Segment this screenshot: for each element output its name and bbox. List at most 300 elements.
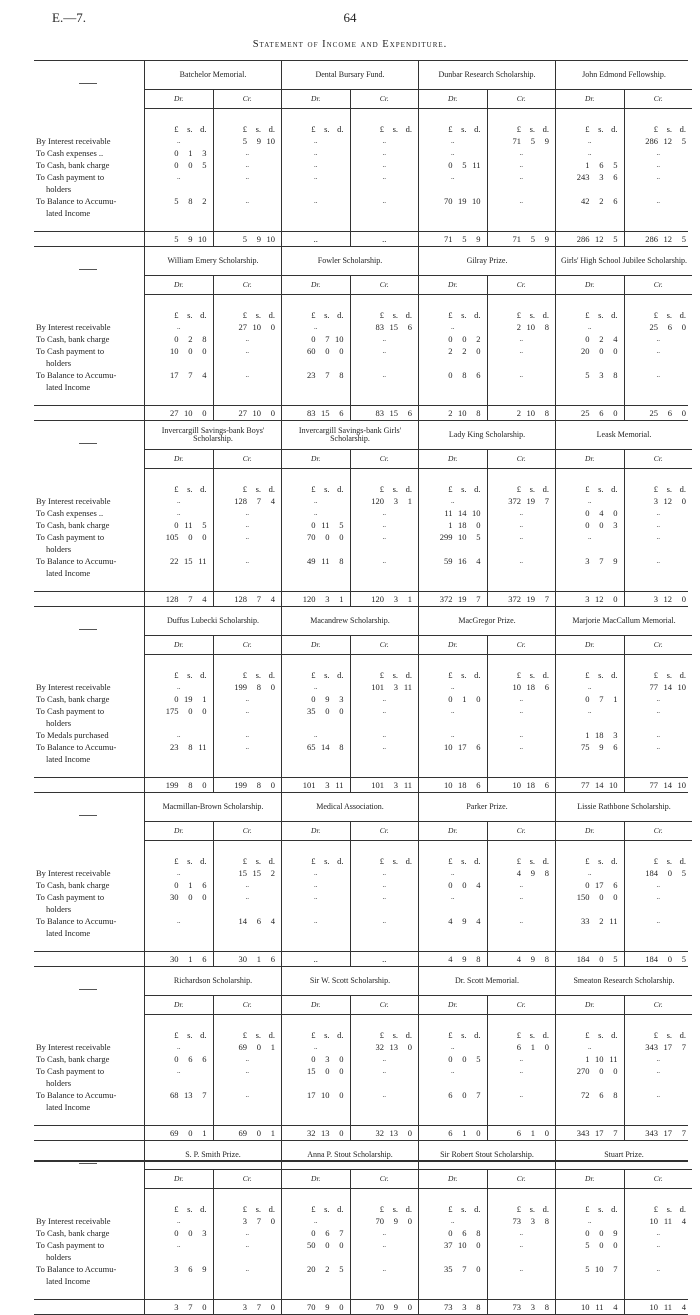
fund-body [419, 469, 556, 591]
amount-part: 343 [576, 1128, 590, 1138]
money-header [351, 483, 419, 495]
amount-cell [282, 1227, 350, 1239]
label-header [34, 247, 145, 295]
amount-part: 1 [188, 880, 193, 890]
money-unit: £ [174, 1030, 179, 1040]
fund-name: Parker Prize. [466, 802, 508, 811]
amount-cell: .. [519, 557, 523, 565]
fund-column-header [145, 247, 282, 295]
cr-total [625, 592, 693, 606]
fund-name: Anna P. Stout Scholarship. [307, 1150, 393, 1159]
money-unit: £ [516, 484, 521, 494]
amount-part: 5 [585, 1264, 590, 1274]
money-header [488, 855, 556, 867]
amount-part: 1 [585, 730, 590, 740]
amount-cell [625, 495, 693, 507]
amount-cell: .. [451, 323, 455, 331]
amount-part: 10 [252, 408, 261, 418]
cr-label: Cr. [242, 826, 252, 835]
amount-cell: .. [451, 173, 455, 181]
spacer [625, 1113, 693, 1125]
label-header [34, 61, 145, 109]
money-unit: s. [255, 1030, 261, 1040]
amount-part: 7 [613, 1264, 618, 1274]
row-label: To Cash payment to [36, 172, 105, 182]
amount-cell: .. [656, 743, 660, 751]
spacer [556, 939, 624, 951]
page-title: Statement of Income and Expenditure. [252, 39, 448, 50]
dr-label: Dr. [556, 822, 625, 840]
amount-part: 101 [371, 780, 384, 790]
amount-part: 0 [585, 334, 590, 344]
amount-cell: .. [588, 683, 592, 691]
money-header [419, 855, 487, 867]
amount-cell [419, 1101, 487, 1113]
amount-part: 5 [476, 1054, 481, 1064]
amount-cell: .. [656, 1241, 660, 1249]
row-label: To Cash, bank charge [36, 334, 110, 344]
amount-cell: .. [245, 149, 249, 157]
totals-label [34, 592, 145, 606]
cr-label: Cr. [379, 1174, 389, 1183]
amount-cell [214, 681, 282, 693]
money-unit: £ [311, 670, 316, 680]
fund-body [282, 295, 419, 405]
amount-part: 10 [649, 1302, 658, 1312]
money-unit: s. [666, 310, 672, 320]
amount-part: 0 [667, 954, 672, 964]
money-header [145, 1029, 213, 1041]
money-unit: d. [474, 856, 481, 866]
cr-column [625, 1015, 693, 1125]
money-unit: d. [337, 856, 344, 866]
amount-cell [145, 345, 213, 357]
amount-part: 0 [599, 1066, 604, 1076]
money-unit: £ [653, 124, 658, 134]
amount-part: 77 [649, 682, 658, 692]
fund-column-header [556, 607, 692, 655]
money-unit: £ [379, 856, 384, 866]
amount-cell [556, 1263, 624, 1275]
amount-part: 4 [476, 880, 481, 890]
money-unit: d. [337, 670, 344, 680]
amount-cell [556, 195, 624, 207]
spacer [625, 393, 693, 405]
amount-part: 7 [256, 496, 261, 506]
money-unit: d. [405, 1204, 412, 1214]
amount-cell: .. [382, 731, 386, 739]
amount-cell: .. [177, 1241, 181, 1249]
fund-body [282, 841, 419, 951]
amount-part: 2 [462, 346, 467, 356]
fund-column-header [145, 793, 282, 841]
cr-column [488, 1015, 556, 1125]
amount-cell [625, 1041, 693, 1053]
cr-label: Cr. [379, 1000, 389, 1009]
amount-part: 8 [462, 370, 467, 380]
amount-cell [145, 1275, 213, 1287]
dr-label: Dr. [419, 1170, 488, 1188]
dr-total [556, 592, 625, 606]
amount-part: 11 [321, 520, 330, 530]
amount-cell [351, 1215, 419, 1227]
dr-total [145, 1126, 214, 1140]
amount-part: 150 [576, 892, 590, 902]
amount-part: 7 [188, 594, 193, 604]
row-label: lated Income [46, 754, 91, 764]
amount-part: 0 [599, 346, 604, 356]
money-header [145, 123, 213, 135]
fund-column-header [145, 607, 282, 655]
amount-cell [488, 1215, 556, 1227]
amount-cell [351, 1275, 419, 1287]
amount-part: 175 [165, 706, 179, 716]
row-label: To Cash, bank charge [36, 880, 110, 890]
amount-part: 3 [202, 1228, 207, 1238]
totals-label [34, 952, 145, 966]
money-unit: s. [598, 124, 604, 134]
amount-cell [556, 369, 624, 381]
money-unit: £ [379, 670, 384, 680]
amount-part: 0 [311, 520, 316, 530]
amount-cell [488, 1077, 556, 1089]
money-unit: £ [242, 856, 247, 866]
fund-header-row [34, 247, 688, 295]
spacer [488, 939, 556, 951]
fund-name: Lady King Scholarship. [448, 430, 526, 439]
amount-part: 6 [476, 780, 481, 790]
money-header [282, 483, 350, 495]
amount-cell: .. [177, 917, 181, 925]
dr-column [556, 1015, 625, 1125]
amount-cell [282, 705, 350, 717]
spacer [625, 219, 693, 231]
fund-column-header [419, 1141, 556, 1189]
money-unit: s. [461, 484, 467, 494]
money-unit: d. [611, 856, 618, 866]
cr-total [488, 1126, 556, 1140]
amount-part: 3 [339, 694, 344, 704]
money-unit: s. [598, 1204, 604, 1214]
money-unit: s. [461, 856, 467, 866]
money-unit: £ [379, 1204, 384, 1214]
header-dash [79, 269, 97, 270]
money-unit: £ [653, 310, 658, 320]
amount-part: 14 [321, 742, 330, 752]
amount-part: 7 [188, 1302, 193, 1312]
dr-total [282, 592, 351, 606]
fund-column-header [282, 967, 419, 1015]
dr-column [145, 655, 214, 777]
fund-body [556, 1189, 692, 1299]
money-header [556, 309, 624, 321]
amount-cell: .. [519, 695, 523, 703]
cr-label: Cr. [653, 94, 663, 103]
fund-totals [145, 232, 282, 246]
cr-label: Cr. [653, 640, 663, 649]
row-label: To Balance to Accumu- [36, 196, 117, 206]
amount-part: 12 [663, 496, 672, 506]
amount-part: 60 [307, 346, 316, 356]
amount-part: 0 [202, 706, 207, 716]
amount-cell [214, 495, 282, 507]
fund-column-header [556, 967, 692, 1015]
fund-column-header [145, 61, 282, 109]
totals-label [34, 1300, 145, 1314]
fund-column-header [419, 607, 556, 655]
cr-label: Cr. [242, 1174, 252, 1183]
amount-part: 0 [407, 1042, 412, 1052]
amount-part: 12 [663, 136, 672, 146]
amount-part: 5 [462, 234, 467, 244]
money-unit: d. [337, 310, 344, 320]
dr-cr-header [556, 1169, 692, 1189]
amount-part: 7 [256, 594, 261, 604]
spacer [145, 1287, 213, 1299]
amount-part: 11 [595, 1302, 604, 1312]
amount-part: 8 [544, 408, 549, 418]
amount-part: 3 [174, 1264, 179, 1274]
dr-label: Dr. [145, 1170, 214, 1188]
money-header [419, 123, 487, 135]
amount-part: 8 [613, 1090, 618, 1100]
amount-cell: .. [588, 1217, 592, 1225]
row-label: lated Income [46, 208, 91, 218]
fund-name: Dental Bursary Fund. [315, 70, 385, 79]
amount-cell: .. [451, 869, 455, 877]
amount-part: 0 [339, 1302, 344, 1312]
amount-cell: .. [314, 1043, 318, 1051]
amount-part: 6 [544, 780, 549, 790]
amount-part: 1 [270, 1128, 275, 1138]
amount-cell: .. [382, 533, 386, 541]
money-unit: s. [255, 484, 261, 494]
amount-part: 286 [576, 234, 590, 244]
amount-cell [625, 1101, 693, 1113]
amount-cell [419, 369, 487, 381]
cr-total [351, 592, 419, 606]
dr-cr-header [145, 89, 281, 109]
spacer [214, 393, 282, 405]
amount-part: 7 [544, 496, 549, 506]
spacer [419, 1113, 487, 1125]
fund-totals [419, 952, 556, 966]
row-label: To Balance to Accumu- [36, 370, 117, 380]
fund-name: Sir W. Scott Scholarship. [309, 976, 391, 985]
amount-cell [488, 681, 556, 693]
amount-part: 5 [613, 234, 618, 244]
dr-cr-header [282, 449, 418, 469]
fund-name: John Edmond Fellowship. [582, 70, 666, 79]
money-header [488, 123, 556, 135]
dr-column [419, 295, 488, 405]
amount-cell [556, 507, 624, 519]
amount-cell: .. [519, 743, 523, 751]
dr-column [145, 841, 214, 951]
dr-label: Dr. [145, 996, 214, 1014]
money-header [145, 1203, 213, 1215]
amount-part: 6 [476, 370, 481, 380]
row-labels [34, 469, 145, 591]
fund-column-header [145, 1141, 282, 1189]
amount-cell [556, 891, 624, 903]
fund-totals [419, 1300, 556, 1314]
amount-part: 1 [407, 496, 412, 506]
amount-cell [214, 135, 282, 147]
amount-part: 0 [188, 1228, 193, 1238]
spacer [351, 579, 419, 591]
fund-name: Fowler Scholarship. [317, 256, 383, 265]
money-unit: s. [255, 670, 261, 680]
cr-label: Cr. [242, 1000, 252, 1009]
amount-part: 4 [476, 916, 481, 926]
amount-part: 0 [613, 1066, 618, 1076]
amount-part: 0 [188, 706, 193, 716]
amount-part: 30 [238, 954, 247, 964]
spacer [625, 939, 693, 951]
amount-cell [282, 1053, 350, 1065]
amount-cell: .. [656, 173, 660, 181]
amount-part: 83 [375, 408, 384, 418]
amount-part: 3 [393, 594, 398, 604]
amount-part: 8 [544, 954, 549, 964]
amount-part: 8 [339, 742, 344, 752]
amount-cell [625, 1215, 693, 1227]
row-label: To Cash payment to [36, 532, 105, 542]
money-unit: d. [405, 856, 412, 866]
fund-name: Leask Memorial. [596, 430, 652, 439]
amount-cell [282, 753, 350, 765]
money-unit: d. [268, 484, 275, 494]
money-unit: s. [392, 1030, 398, 1040]
cr-total [214, 1126, 282, 1140]
amount-cell: .. [245, 1229, 249, 1237]
dr-total [145, 1300, 214, 1314]
fund-totals [556, 406, 692, 420]
amount-part: 6 [188, 1264, 193, 1274]
dr-cr-header [419, 449, 555, 469]
amount-part: 0 [462, 1054, 467, 1064]
amount-part: 9 [256, 234, 261, 244]
row-label: By Interest receivable [36, 682, 111, 692]
money-header [351, 309, 419, 321]
money-header [282, 855, 350, 867]
row-label: holders [46, 1252, 72, 1262]
dr-total: .. [282, 232, 351, 246]
amount-part: 14 [663, 682, 672, 692]
amount-part: 5 [174, 196, 179, 206]
amount-cell [419, 195, 487, 207]
amount-part: 0 [407, 1216, 412, 1226]
amount-part: 3 [653, 496, 658, 506]
dr-cr-header [145, 449, 281, 469]
row-label: To Cash expenses .. [36, 508, 104, 518]
amount-cell: .. [314, 197, 318, 205]
dr-label: Dr. [282, 450, 351, 468]
amount-part: 22 [170, 556, 179, 566]
amount-cell: .. [177, 869, 181, 877]
fund-block [34, 607, 688, 793]
amount-part: 37 [444, 1240, 453, 1250]
amount-part: 4 [613, 334, 618, 344]
fund-column-header [282, 421, 419, 469]
amount-part: 8 [339, 370, 344, 380]
amount-cell [145, 705, 213, 717]
amount-cell: .. [382, 1265, 386, 1273]
dr-label: Dr. [419, 996, 488, 1014]
amount-cell [419, 507, 487, 519]
amount-part: 5 [242, 136, 247, 146]
cr-column [351, 1189, 419, 1299]
amount-part: 11 [663, 1216, 672, 1226]
amount-part: 10 [444, 780, 453, 790]
amount-part: 9 [393, 1216, 398, 1226]
amount-part: 12 [663, 594, 672, 604]
cr-label: Cr. [379, 826, 389, 835]
amount-part: 270 [576, 1066, 590, 1076]
amount-part: 83 [307, 408, 316, 418]
amount-cell [145, 555, 213, 567]
money-unit: £ [585, 1030, 590, 1040]
money-unit: £ [653, 1030, 658, 1040]
amount-part: 42 [581, 196, 590, 206]
fund-column-header [282, 61, 419, 109]
amount-cell [419, 693, 487, 705]
amount-part: 5 [613, 160, 618, 170]
fund-totals [419, 592, 556, 606]
money-unit: £ [174, 310, 179, 320]
amount-cell [145, 195, 213, 207]
cr-column [351, 1015, 419, 1125]
amount-cell [351, 381, 419, 393]
amount-cell: .. [588, 149, 592, 157]
money-unit: £ [448, 1204, 453, 1214]
amount-cell [419, 1227, 487, 1239]
row-label: To Cash payment to [36, 706, 105, 716]
dr-cr-header [419, 635, 555, 655]
fund-body [282, 1189, 419, 1299]
cr-total [625, 232, 693, 246]
money-unit: £ [585, 670, 590, 680]
amount-part: 343 [645, 1042, 658, 1052]
amount-part: 0 [188, 1128, 193, 1138]
amount-cell [145, 357, 213, 369]
amount-cell [419, 543, 487, 555]
amount-cell [625, 753, 693, 765]
amount-cell [351, 495, 419, 507]
dr-cr-header [145, 995, 281, 1015]
amount-part: 3 [653, 594, 658, 604]
money-unit: d. [542, 484, 549, 494]
amount-cell: .. [656, 371, 660, 379]
amount-cell [282, 207, 350, 219]
fund-name: Richardson Scholarship. [173, 976, 253, 985]
row-label: To Balance to Accumu- [36, 742, 117, 752]
amount-cell [214, 717, 282, 729]
spacer [282, 219, 350, 231]
amount-part: 184 [576, 954, 590, 964]
amount-cell [556, 927, 624, 939]
money-unit: £ [585, 1204, 590, 1214]
money-unit: £ [311, 124, 316, 134]
amount-part: 7 [325, 334, 330, 344]
dr-column [145, 469, 214, 591]
money-unit: s. [187, 1030, 193, 1040]
amount-part: 10 [458, 1240, 467, 1250]
amount-part: 6 [188, 1054, 193, 1064]
money-header [282, 123, 350, 135]
money-unit: £ [174, 670, 179, 680]
